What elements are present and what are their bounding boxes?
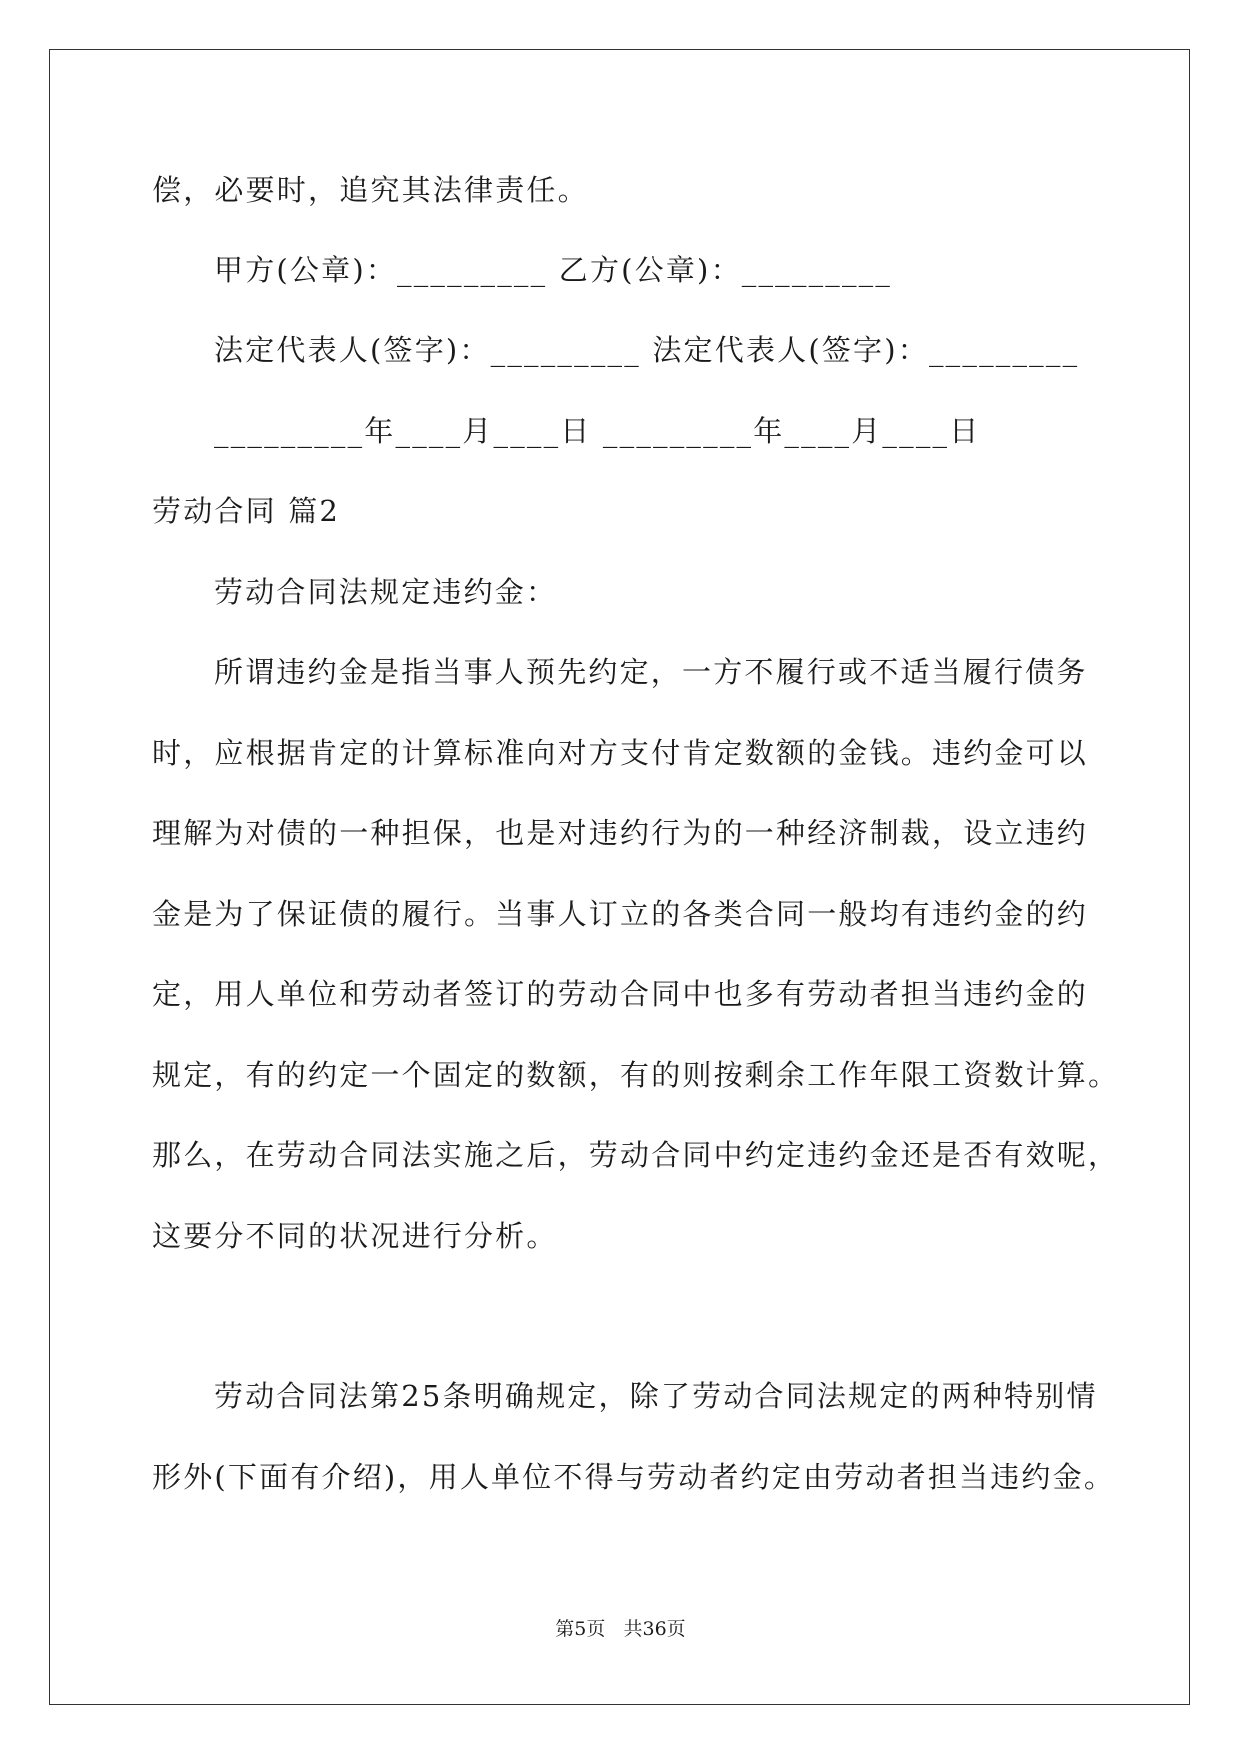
paragraph-line: 理解为对债的一种担保，也是对违约行为的一种经济制裁，设立违约 [152, 816, 1089, 850]
paragraph-line: 所谓违约金是指当事人预先约定，一方不履行或不适当履行债务 [214, 655, 1088, 689]
paragraph-line: 劳动合同法第25条明确规定，除了劳动合同法规定的两种特别情 [214, 1379, 1098, 1413]
paragraph-line: 时，应根据肯定的计算标准向对方支付肯定数额的金钱。违约金可以 [152, 736, 1089, 770]
page-number: 第5页 共36页 [555, 1618, 686, 1640]
paragraph-line: 金是为了保证债的履行。当事人订立的各类合同一般均有违约金的约 [152, 897, 1089, 931]
text-line: 偿，必要时，追究其法律责任。 [152, 173, 589, 207]
paragraph-line: 形外(下面有介绍)，用人单位不得与劳动者约定由劳动者担当违约金。 [152, 1460, 1116, 1494]
signature-line-date: _________年____月____日 _________年____月____日 [214, 414, 981, 448]
paragraph-line: 定，用人单位和劳动者签订的劳动合同中也多有劳动者担当违约金的 [152, 977, 1089, 1011]
section-heading: 劳动合同 篇2 [152, 494, 341, 528]
paragraph-line: 那么，在劳动合同法实施之后，劳动合同中约定违约金还是否有效呢， [152, 1138, 1120, 1172]
paragraph-heading: 劳动合同法规定违约金： [214, 575, 558, 609]
paragraph-line: 规定，有的约定一个固定的数额，有的则按剩余工作年限工资数计算。 [152, 1058, 1120, 1092]
signature-line-representative: 法定代表人(签字)：_________ 法定代表人(签字)：_________ [214, 333, 1080, 367]
signature-line-seal: 甲方(公章)：_________ 乙方(公章)：_________ [214, 253, 893, 287]
paragraph-line: 这要分不同的状况进行分析。 [152, 1219, 558, 1253]
